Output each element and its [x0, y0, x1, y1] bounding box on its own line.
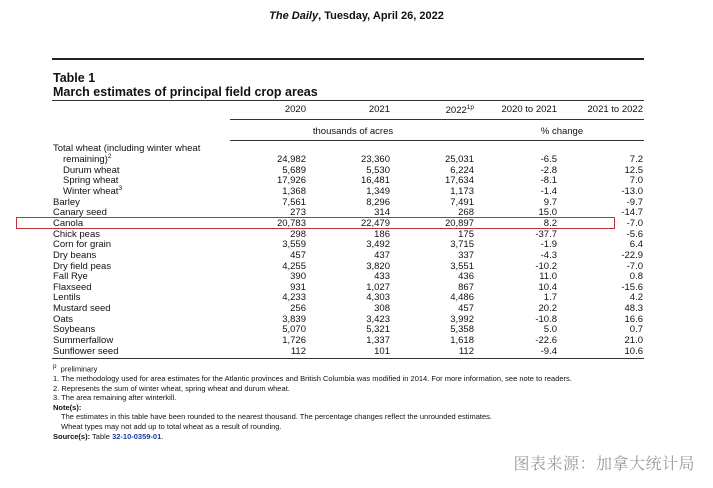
- cell-value: 17,926: [276, 175, 306, 187]
- row-label-footnote: 2: [107, 152, 112, 160]
- row-label: Spring wheat: [63, 175, 119, 187]
- cell-value: 5,321: [366, 324, 390, 336]
- row-label: Fall Rye: [53, 271, 88, 283]
- cell-value: 9.7: [543, 196, 557, 208]
- cell-value: 273: [290, 207, 306, 219]
- cell-value: 1,726: [282, 335, 306, 347]
- row-label: Oats: [53, 313, 74, 325]
- cell-value: 1,618: [450, 335, 474, 347]
- table-title: March estimates of principal field crop areas: [53, 85, 318, 99]
- row-label: Barley: [53, 196, 80, 208]
- cell-value: 3,820: [366, 260, 390, 272]
- cell-value: 186: [374, 228, 390, 240]
- cell-value: 1.7: [543, 292, 557, 304]
- cell-value: -7.0: [626, 260, 643, 272]
- cell-value: -4.3: [540, 249, 557, 261]
- cell-value: -37.7: [535, 228, 557, 240]
- table-bottom-rule: [52, 358, 644, 359]
- unit-thousands-of-acres: thousands of acres: [312, 126, 394, 137]
- cell-value: 10.6: [624, 345, 643, 357]
- note-preliminary: $^p$ preliminary: [53, 363, 98, 374]
- cell-value: 1,027: [366, 281, 390, 293]
- cell-value: 3,715: [450, 239, 474, 251]
- cell-value: -10.2: [535, 260, 557, 272]
- table-row: [0, 261, 713, 272]
- cell-value: 6,224: [450, 164, 474, 176]
- col-2021: 2021: [368, 104, 390, 115]
- cell-value: 22,479: [360, 217, 390, 229]
- group-label: Total wheat (including winter wheat: [53, 143, 201, 154]
- row-label: Dry field peas: [53, 260, 112, 272]
- cell-value: 337: [458, 249, 474, 261]
- cell-value: 298: [290, 228, 306, 240]
- cell-value: 308: [374, 303, 390, 315]
- table-row: [0, 175, 713, 186]
- cell-value: -2.8: [540, 164, 557, 176]
- cell-value: 4,486: [450, 292, 474, 304]
- cell-value: 16.6: [624, 313, 643, 325]
- cell-value: 10.4: [538, 281, 557, 293]
- cell-value: 457: [290, 249, 306, 261]
- row-label: Durum wheat: [63, 164, 120, 176]
- cell-value: 4,233: [282, 292, 306, 304]
- cell-value: 268: [458, 207, 474, 219]
- row-label: remaining): [63, 154, 108, 165]
- cell-value: 7.0: [629, 175, 643, 187]
- publication-date: , Tuesday, April 26, 2022: [318, 10, 444, 22]
- cell-value: 25,031: [444, 154, 474, 165]
- table-row: [0, 324, 713, 335]
- col-change-2020-2021: 2020 to 2021: [501, 104, 557, 115]
- table-row: [0, 165, 713, 176]
- unit-rule: [230, 140, 644, 141]
- top-rule: [52, 58, 644, 60]
- cell-value: 314: [374, 207, 390, 219]
- table-notes: [53, 362, 572, 441]
- cell-value: 3,839: [282, 313, 306, 325]
- cell-value: 4,303: [366, 292, 390, 304]
- cell-value: 1,337: [366, 335, 390, 347]
- cell-value: 15.0: [538, 207, 557, 219]
- cell-value: 20.2: [538, 303, 557, 315]
- cell-value: 23,360: [360, 154, 390, 165]
- source-line: Source(s): Table 32-10-0359-01.: [53, 431, 164, 441]
- cell-value: 5,358: [450, 324, 474, 336]
- cell-value: 8,296: [366, 196, 390, 208]
- cell-value: 20,897: [444, 217, 474, 229]
- cell-value: 436: [458, 271, 474, 283]
- cell-value: 6.4: [629, 239, 643, 251]
- cell-value: 1,349: [366, 185, 390, 197]
- table-row: [0, 186, 713, 197]
- table-row: [0, 229, 713, 240]
- cell-value: 11.0: [539, 271, 557, 283]
- cell-value: 3,992: [450, 313, 474, 325]
- cell-value: 1,368: [282, 185, 306, 197]
- cell-value: 16,481: [360, 175, 390, 187]
- cell-value: 433: [374, 271, 390, 283]
- row-label: Sunflower seed: [53, 345, 119, 357]
- note-rounding: The estimates in this table have been rounded to the nearest thousand. The percentage changes reflect the unrounded estimates.: [61, 412, 492, 422]
- col-2022: $2022^{1p}$: [445, 104, 474, 117]
- cell-value: 8.2: [543, 217, 557, 229]
- note-wheat-types: Wheat types may not add up to total wheat as a result of rounding.: [61, 422, 282, 432]
- source-table-link[interactable]: 32-10-0359-01: [112, 431, 162, 441]
- cell-value: 48.3: [624, 303, 643, 315]
- cell-value: -8.1: [540, 175, 557, 187]
- source-watermark: 图表来源：加拿大统计局: [513, 454, 695, 473]
- cell-value: 5,530: [366, 164, 390, 176]
- cell-value: 3,423: [366, 313, 390, 325]
- cell-value: 7,561: [282, 196, 306, 208]
- cell-value: 112: [458, 345, 474, 357]
- cell-value: 4.2: [629, 292, 643, 304]
- cell-value: -6.5: [540, 154, 557, 165]
- cell-value: 5.0: [543, 324, 557, 336]
- row-label: Chick peas: [53, 228, 100, 240]
- cell-value: -1.4: [540, 185, 557, 197]
- cell-value: -15.6: [621, 281, 643, 293]
- row-label: Flaxseed: [53, 281, 92, 293]
- cell-value: -22.9: [621, 249, 643, 261]
- cell-value: 437: [374, 249, 390, 261]
- row-label-wrap: [63, 154, 112, 165]
- table-label: Table 1: [53, 71, 96, 85]
- table-row: [0, 282, 713, 293]
- cell-value: -7.0: [626, 217, 643, 229]
- notes-heading: Note(s):: [53, 402, 82, 412]
- row-label: Lentils: [53, 292, 81, 304]
- note-3: 3. The area remaining after winterkill.: [53, 393, 177, 403]
- publication-name: The Daily: [269, 10, 319, 22]
- cell-value: 457: [458, 303, 474, 315]
- cell-value: 931: [290, 281, 306, 293]
- table-row: [0, 303, 713, 314]
- cell-value: -14.7: [621, 207, 643, 219]
- cell-value: 24,982: [276, 154, 306, 165]
- cell-value: 3,559: [282, 239, 306, 251]
- cell-value: 21.0: [624, 335, 643, 347]
- col-change-2021-2022: 2021 to 2022: [587, 104, 643, 115]
- row-label: Mustard seed: [53, 303, 111, 315]
- cell-value: 1,173: [450, 185, 474, 197]
- cell-value: 20,783: [276, 217, 306, 229]
- cell-value: -22.6: [535, 335, 557, 347]
- row-label: Soybeans: [53, 324, 96, 336]
- row-label: Dry beans: [53, 249, 97, 261]
- cell-value: 4,255: [282, 260, 306, 272]
- canola-highlight-box: [16, 217, 615, 229]
- cell-value: 3,492: [366, 239, 390, 251]
- cell-value: -9.4: [540, 345, 557, 357]
- table-row: [0, 314, 713, 325]
- row-label: Corn for grain: [53, 239, 112, 251]
- table-row: [0, 271, 713, 282]
- cell-value: 867: [458, 281, 474, 293]
- cell-value: -10.8: [535, 313, 557, 325]
- cell-value: 101: [374, 345, 390, 357]
- header-top-rule: [52, 100, 644, 101]
- table-row: [0, 197, 713, 208]
- page-header: [0, 10, 713, 22]
- subheader-rule: [230, 119, 644, 120]
- cell-value: -13.0: [621, 185, 643, 197]
- cell-value: 5,070: [282, 324, 306, 336]
- row-label: Summerfallow: [53, 335, 114, 347]
- cell-value: 175: [458, 228, 474, 240]
- cell-value: 256: [290, 303, 306, 315]
- cell-value: -9.7: [626, 196, 643, 208]
- table-row: [0, 346, 713, 357]
- cell-value: 112: [290, 345, 306, 357]
- table-row: [0, 250, 713, 261]
- cell-value: 7,491: [450, 196, 474, 208]
- unit-percent-change: % change: [540, 126, 584, 137]
- cell-value: 7.2: [629, 154, 643, 165]
- row-label: Canola: [53, 217, 84, 229]
- row-label: Winter wheat: [63, 185, 119, 197]
- cell-value: -1.9: [540, 239, 557, 251]
- cell-value: 12.5: [624, 164, 643, 176]
- table-row: [0, 335, 713, 346]
- row-label-footnote: 3: [118, 184, 123, 192]
- cell-value: 5,689: [282, 164, 306, 176]
- note-1: 1. The methodology used for area estimates for the Atlantic provinces and British Columbia was modified in 2014. For more information, see note to readers.: [53, 374, 572, 384]
- row-label: Canary seed: [53, 207, 107, 219]
- table-row: [0, 154, 713, 165]
- table-row: [0, 292, 713, 303]
- cell-value: 17,634: [444, 175, 474, 187]
- cell-value: 0.8: [629, 271, 643, 283]
- col-2020: 2020: [284, 104, 306, 115]
- row-label-wrap: [63, 186, 122, 197]
- cell-value: 3,551: [450, 260, 474, 272]
- note-2: 2. Represents the sum of winter wheat, spring wheat and durum wheat.: [53, 383, 290, 393]
- cell-value: -5.6: [626, 228, 643, 240]
- cell-value: 0.7: [629, 324, 643, 336]
- cell-value: 390: [290, 271, 306, 283]
- table-row: [0, 239, 713, 250]
